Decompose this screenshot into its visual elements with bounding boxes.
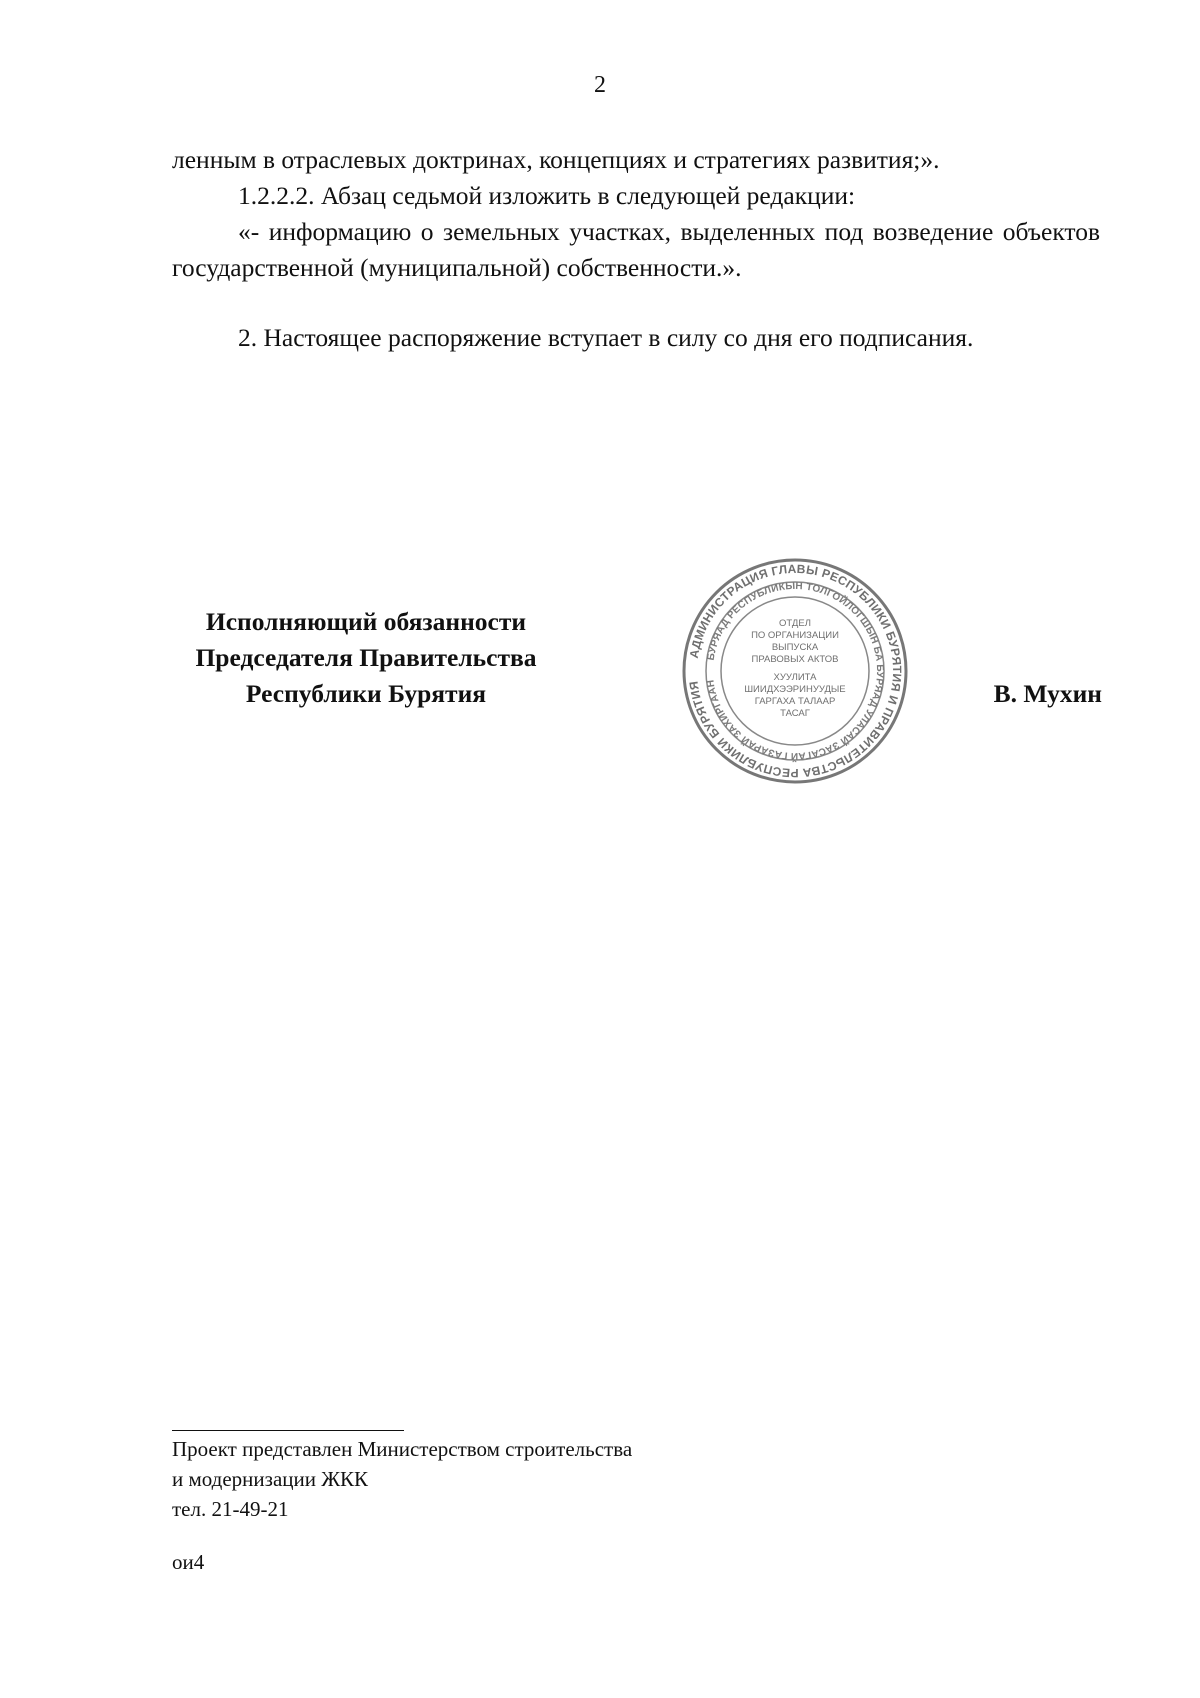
- footnote: [172, 1434, 632, 1524]
- svg-text:ТАСАГ: ТАСАГ: [780, 708, 810, 719]
- signatory-position: [170, 604, 562, 712]
- paragraph-continuation: ленным в отраслевых доктринах, концепциях и стратегиях развития;».: [172, 145, 940, 174]
- seal-outer-ring-text: АДМИНИСТРАЦИЯ ГЛАВЫ РЕСПУБЛИКИ БУРЯТИЯ И ПРАВИТЕЛЬСТВА РЕСПУБЛИКИ БУРЯТИЯ: [686, 561, 905, 781]
- footnote-line: и модернизации ЖКК: [172, 1467, 369, 1491]
- paragraph-clause-2: 2. Настоящее распоряжение вступает в силу со дня его подписания.: [238, 323, 974, 352]
- seal-center-text: [744, 618, 845, 719]
- footnote-phone: тел. 21-49-21: [172, 1497, 289, 1521]
- svg-text:ПО ОРГАНИЗАЦИИ: ПО ОРГАНИЗАЦИИ: [751, 630, 839, 641]
- document-code: ои4: [172, 1550, 205, 1574]
- document-body: [172, 142, 1100, 356]
- svg-text:ХУУЛИТА: ХУУЛИТА: [773, 672, 817, 683]
- signatory-title-line: Республики Бурятия: [245, 679, 487, 708]
- footnote-line: Проект представлен Министерством строительства: [172, 1437, 633, 1461]
- signatory-name: В. Мухин: [993, 679, 1102, 708]
- svg-text:ПРАВОВЫХ АКТОВ: ПРАВОВЫХ АКТОВ: [751, 654, 839, 665]
- paragraph-quoted-text: «- информацию о земельных участках, выделенных под возведение объектов государственной (муниципальной) собственности.».: [172, 217, 1100, 282]
- svg-text:ОТДЕЛ: ОТДЕЛ: [779, 618, 811, 629]
- official-seal-stamp: [680, 556, 910, 786]
- svg-text:ГАРГАХА ТАЛААР: ГАРГАХА ТАЛААР: [754, 696, 836, 707]
- svg-text:ШИИДХЭЭРИНУУДЫЕ: ШИИДХЭЭРИНУУДЫЕ: [744, 684, 846, 695]
- footnote-divider: [172, 1430, 404, 1431]
- svg-text:ВЫПУСКА: ВЫПУСКА: [771, 642, 819, 653]
- seal-outer-border: [684, 560, 906, 782]
- page-number: 2: [594, 72, 606, 98]
- signatory-title-line: Председателя Правительства: [195, 643, 537, 672]
- signatory-title-line: Исполняющий обязанности: [205, 607, 527, 636]
- paragraph-clause-1-2-2-2: 1.2.2.2. Абзац седьмой изложить в следующей редакции:: [238, 181, 856, 210]
- seal-inner-ring-text: БУРЯАД РЕСПУБЛИКЫН ТОЛГОЙЛОГШЫН БА БУРЯАД УЛАСАЙ ЗАСАГАЙ ГАЗАРАЙ ЗАХИРГААН: [705, 580, 886, 762]
